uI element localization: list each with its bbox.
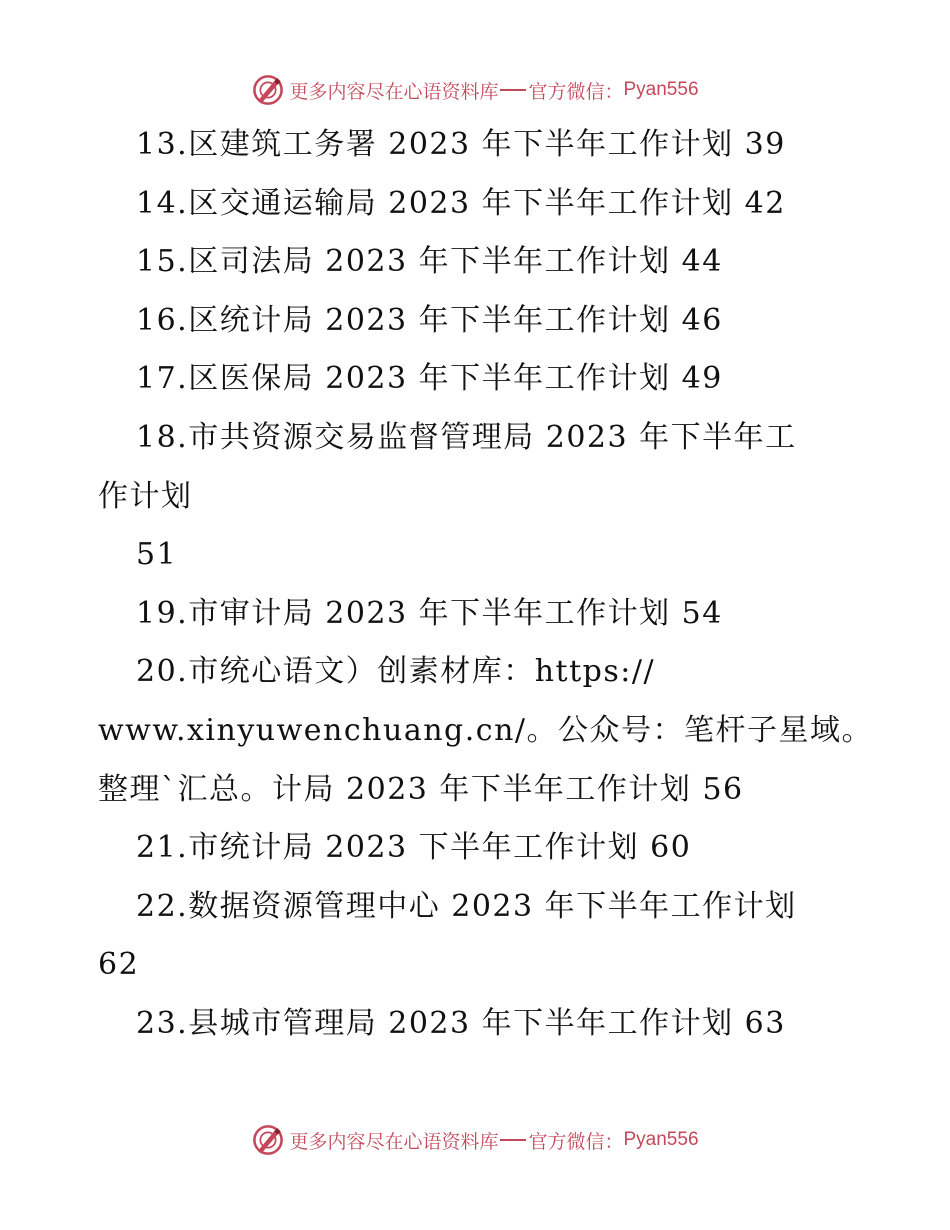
toc-content <box>98 116 873 1054</box>
toc-line-wrap: 整理`汇总。计局 2023 年下半年工作计划 56 <box>98 771 744 807</box>
watermark-wechat-id: Pyan556 <box>623 1129 699 1150</box>
toc-line: 22.数据资源管理中心 2023 年下半年工作计划 <box>136 888 797 924</box>
toc-line: 19.市审计局 2023 年下半年工作计划 54 <box>136 595 723 631</box>
watermark-wechat-label: 官方微信： <box>528 80 624 103</box>
footer-watermark <box>0 1120 950 1160</box>
watermark-text: 更多内容尽在心语资料库 <box>289 1130 499 1153</box>
watermark-text: 更多内容尽在心语资料库 <box>289 80 499 103</box>
toc-line: 18.市共资源交易监督管理局 2023 年下半年工 <box>136 419 797 455</box>
toc-line-wrap: 作计划 <box>98 478 193 514</box>
watermark-wechat-label: 官方微信： <box>528 1130 624 1153</box>
toc-line: 23.县城市管理局 2023 年下半年工作计划 63 <box>136 1005 786 1041</box>
toc-line: 13.区建筑工务署 2023 年下半年工作计划 39 <box>136 127 786 162</box>
pen-logo-icon <box>251 73 285 107</box>
toc-line: 20.市统心语文）创素材库：https:// <box>136 654 656 690</box>
toc-line: 15.区司法局 2023 年下半年工作计划 44 <box>136 244 723 280</box>
watermark-dash <box>500 89 526 91</box>
toc-line: 16.区统计局 2023 年下半年工作计划 46 <box>136 302 723 338</box>
toc-line: 14.区交通运输局 2023 年下半年工作计划 42 <box>136 185 786 221</box>
toc-line-wrap: www.xinyuwenchuang.cn/。公众号：笔杆子星域。 <box>98 712 873 748</box>
watermark-dash <box>500 1139 526 1141</box>
header-watermark <box>0 70 950 110</box>
toc-line-page: 51 <box>136 537 178 573</box>
pen-logo-icon <box>251 1123 285 1157</box>
toc-line-wrap: 62 <box>98 947 140 983</box>
toc-line: 17.区医保局 2023 年下半年工作计划 49 <box>136 361 723 397</box>
toc-line: 21.市统计局 2023 下半年工作计划 60 <box>136 830 692 866</box>
watermark-wechat-id: Pyan556 <box>623 79 699 100</box>
